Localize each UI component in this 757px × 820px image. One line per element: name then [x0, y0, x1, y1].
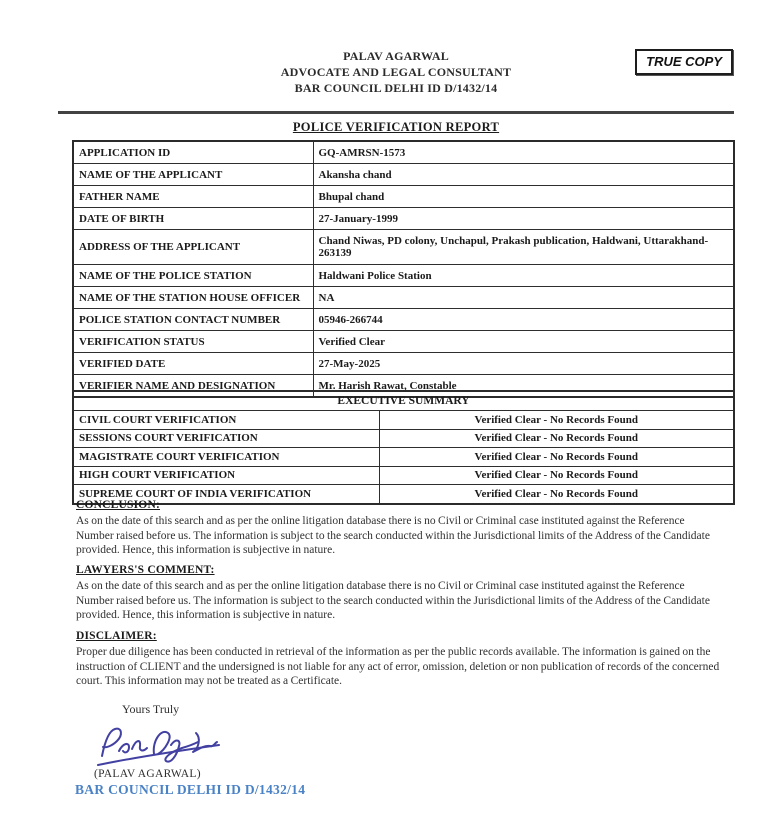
signature-ink [92, 718, 227, 770]
lawyers-comment-heading: LAWYERS'S COMMENT: [76, 564, 215, 576]
field-value: Mr. Harish Rawat, Constable [313, 375, 734, 398]
bar-council-id-footer: BAR COUNCIL DELHI ID D/1432/14 [75, 782, 306, 797]
lawyers-comment-body: As on the date of this search and as per the online litigation database there is no Civil or Criminal case instituted against the Reference Number raised before us. The information is subject to the search conducted within the Jurisdictional limits of the Address of the Candidate provided. Hence, this information is subjective in nature. [76, 580, 710, 622]
conclusion-body: As on the date of this search and as per the online litigation database there is no Civil or Criminal case instituted against the Reference Number raised before us. The information is subject to the search conducted within the Jurisdictional limits of the Address of the Candidate provided. Hence, this information is subjective in nature. [76, 515, 710, 557]
field-label: ADDRESS OF THE APPLICANT [73, 230, 313, 265]
field-label: HIGH COURT VERIFICATION [73, 466, 379, 485]
field-value: Verified Clear [313, 331, 734, 353]
table-row [73, 411, 734, 430]
table-row [73, 141, 734, 164]
conclusion-heading: CONCLUSION: [76, 499, 160, 511]
table-row [73, 391, 734, 411]
field-value: Verified Clear - No Records Found [379, 411, 734, 430]
advocate-name: PALAV AGARWAL [343, 49, 449, 63]
table-row [73, 353, 734, 375]
field-label: SUPREME COURT OF INDIA VERIFICATION [73, 485, 379, 504]
field-value: Bhupal chand [313, 186, 734, 208]
closing-text: Yours Truly [122, 702, 180, 716]
signature-image [92, 718, 227, 775]
field-value: Verified Clear - No Records Found [379, 429, 734, 448]
disclaimer-section [76, 630, 722, 689]
field-label: VERIFICATION STATUS [73, 331, 313, 353]
lawyers-comment-section [76, 564, 722, 623]
field-value: Verified Clear - No Records Found [379, 485, 734, 504]
bar-council-id-header: BAR COUNCIL DELHI ID D/1432/14 [294, 81, 498, 95]
field-value: 27-May-2025 [313, 353, 734, 375]
table-row [73, 331, 734, 353]
field-label: CIVIL COURT VERIFICATION [73, 411, 379, 430]
field-value: 05946-266744 [313, 309, 734, 331]
field-label: VERIFIED DATE [73, 353, 313, 375]
field-value: Verified Clear - No Records Found [379, 448, 734, 467]
table-row [73, 466, 734, 485]
executive-summary-table [72, 390, 735, 505]
field-label: DATE OF BIRTH [73, 208, 313, 230]
letterhead [58, 48, 734, 96]
field-value: GQ-AMRSN-1573 [313, 141, 734, 164]
field-label: APPLICATION ID [73, 141, 313, 164]
page-title: POLICE VERIFICATION REPORT [292, 120, 500, 134]
executive-summary-title: EXECUTIVE SUMMARY [73, 391, 734, 411]
field-value: 27-January-1999 [313, 208, 734, 230]
field-label: FATHER NAME [73, 186, 313, 208]
field-value: Chand Niwas, PD colony, Unchapul, Prakash publication, Haldwani, Uttarakhand-263139 [313, 230, 734, 265]
table-row [73, 265, 734, 287]
field-label: NAME OF THE STATION HOUSE OFFICER [73, 287, 313, 309]
table-row [73, 287, 734, 309]
field-value: Haldwani Police Station [313, 265, 734, 287]
table-row [73, 186, 734, 208]
field-value: Akansha chand [313, 164, 734, 186]
field-label: VERIFIER NAME AND DESIGNATION [73, 375, 313, 398]
field-label: SESSIONS COURT VERIFICATION [73, 429, 379, 448]
true-copy-label: TRUE COPY [646, 54, 722, 69]
header-divider [58, 111, 734, 114]
table-row [73, 208, 734, 230]
disclaimer-body: Proper due diligence has been conducted in retrieval of the information as per the public records available. The information is gained on the instruction of CLIENT and the undersigned is not liable for any act of error, omission, deletion or non publication of records of the concerned court. This information may not be treated as a Certificate. [76, 646, 720, 688]
field-value: NA [313, 287, 734, 309]
advocate-designation: ADVOCATE AND LEGAL CONSULTANT [280, 65, 512, 79]
field-label: POLICE STATION CONTACT NUMBER [73, 309, 313, 331]
conclusion-section [76, 499, 722, 558]
field-label: MAGISTRATE COURT VERIFICATION [73, 448, 379, 467]
table-row [73, 230, 734, 265]
table-row [73, 448, 734, 467]
table-row [73, 429, 734, 448]
applicant-details-table [72, 140, 735, 398]
field-value: Verified Clear - No Records Found [379, 466, 734, 485]
table-row [73, 164, 734, 186]
field-label: NAME OF THE POLICE STATION [73, 265, 313, 287]
signer-name: (PALAV AGARWAL) [94, 768, 201, 780]
table-row [73, 309, 734, 331]
disclaimer-heading: DISCLAIMER: [76, 630, 157, 642]
field-label: NAME OF THE APPLICANT [73, 164, 313, 186]
